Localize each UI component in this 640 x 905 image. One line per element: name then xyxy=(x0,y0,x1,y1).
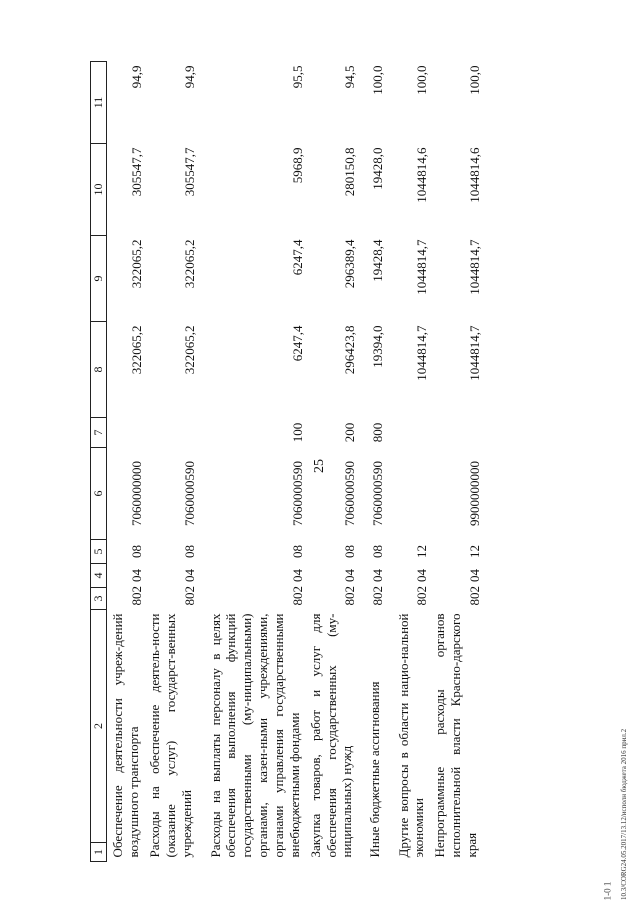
col-9-cell: 322065,2 xyxy=(129,239,145,289)
col-11-cell: 94,9 xyxy=(129,65,145,89)
col-4-cell: 04 xyxy=(370,569,386,582)
header-cell-5: 5 xyxy=(91,540,107,564)
col-11-cell: 94,9 xyxy=(181,65,197,89)
header-cell-3: 3 xyxy=(91,588,107,610)
document-footer: 10.3/CORG24.05.2017/13.12/исполн бюджета 2016 прил.2 xyxy=(620,728,628,900)
row-name: Непрограммные расходы органов исполнительной власти Красно-дарского края xyxy=(432,613,479,858)
col-10-cell: 305547,7 xyxy=(129,147,145,197)
col-7-cell xyxy=(387,418,431,448)
col-6-cell: 7060000590 xyxy=(370,461,386,526)
col-4-cell: 04 xyxy=(289,569,305,582)
col-7-cell: 100 xyxy=(289,422,305,443)
col-5-cell: 12 xyxy=(467,545,482,558)
col-3-cell: 802 xyxy=(370,586,386,606)
col-8-cell: 19394,0 xyxy=(370,325,386,368)
col-5-cell: 08 xyxy=(370,545,386,558)
col-10-cell: 280150,8 xyxy=(342,147,358,197)
col-6-cell: 7060000590 xyxy=(342,461,358,526)
col-9-cell: 322065,2 xyxy=(181,239,197,289)
row-name: Обеспечение деятельности учреж-дений воздушного транспорта xyxy=(110,613,142,858)
col-7-cell xyxy=(106,418,146,448)
row-name: Иные бюджетные ассигнования xyxy=(367,681,383,858)
table-row xyxy=(199,62,307,862)
col-8-cell: 6247,4 xyxy=(289,325,305,362)
col-8-cell: 1044814,7 xyxy=(414,325,430,381)
col-10-cell: 1044814,6 xyxy=(467,147,482,203)
header-cell-1-2 xyxy=(91,610,107,862)
col-5-cell: 08 xyxy=(289,545,305,558)
col-9-cell: 1044814,7 xyxy=(467,239,482,295)
page-number: 25 xyxy=(312,459,327,473)
col-6-cell xyxy=(387,448,431,540)
col-5-cell: 12 xyxy=(414,545,430,558)
header-cell-1: 1 xyxy=(91,842,106,861)
table-row xyxy=(431,62,484,862)
row-name: Другие вопросы в области нацио-нальной экономики xyxy=(395,613,427,858)
col-8-cell: 322065,2 xyxy=(129,325,145,375)
col-8-cell: 1044814,7 xyxy=(467,325,482,381)
col-4-cell: 04 xyxy=(181,569,197,582)
row-name: Расходы на обеспечение деятель-ности (оказание услуг) государст-венных учреждений xyxy=(147,613,194,858)
col-7-cell xyxy=(146,418,199,448)
col-4-cell: 04 xyxy=(414,569,430,582)
col-5-cell: 08 xyxy=(181,545,197,558)
col-9-cell: 1044814,7 xyxy=(414,239,430,295)
col-11-cell: 94,5 xyxy=(342,65,358,89)
col-6-cell: 7060000000 xyxy=(129,461,145,526)
col-4-cell: 04 xyxy=(129,569,145,582)
col-3-cell: 802 xyxy=(414,586,430,606)
col-11-cell: 100,0 xyxy=(467,65,482,95)
col-6-cell: 7060000590 xyxy=(181,461,197,526)
table-row xyxy=(307,62,360,862)
col-3-cell: 802 xyxy=(467,586,482,606)
col-6-cell: 9900000000 xyxy=(467,461,482,526)
col-7-cell xyxy=(431,418,484,448)
col-10-cell: 5968,9 xyxy=(289,147,305,184)
header-row xyxy=(91,62,107,862)
table-row xyxy=(359,62,387,862)
col-9-cell: 19428,4 xyxy=(370,239,386,282)
row-name: Закупка товаров, работ и услуг для обеспечения государственных (му-ниципальных) нужд xyxy=(307,613,355,858)
header-cell-6: 6 xyxy=(91,448,107,540)
col-9-cell: 6247,4 xyxy=(289,239,305,276)
col-5-cell: 08 xyxy=(342,545,358,558)
header-cell-8: 8 xyxy=(91,322,107,418)
col-5-cell: 08 xyxy=(129,545,145,558)
col-3-cell: 802 xyxy=(129,586,145,606)
margin-mark: 1-0 1 xyxy=(602,881,613,901)
col-9-cell: 296389,4 xyxy=(342,239,358,289)
col-11-cell: 95,5 xyxy=(289,65,305,89)
row-name: Расходы на выплаты персоналу в целях обеспечения выполнения функций государственными (му-ниципальными) органами, казен-ными учреждениями, органами управления государственными внебюджетными фондами xyxy=(207,613,302,858)
col-10-cell: 305547,7 xyxy=(181,147,197,197)
header-cell-9: 9 xyxy=(91,236,107,322)
col-4-cell: 04 xyxy=(342,569,358,582)
col-8-cell: 296423,8 xyxy=(342,325,358,375)
col-7-cell: 800 xyxy=(370,422,386,443)
header-cell-7: 7 xyxy=(91,418,107,448)
table-row xyxy=(106,62,146,862)
header-cell-2: 2 xyxy=(91,723,105,729)
col-8-cell: 322065,2 xyxy=(181,325,197,375)
col-11-cell: 100,0 xyxy=(414,65,430,95)
col-11-cell: 100,0 xyxy=(370,65,386,95)
col-10-cell: 1044814,6 xyxy=(414,147,430,203)
table-row xyxy=(387,62,431,862)
col-3-cell: 802 xyxy=(181,586,197,606)
budget-table-page xyxy=(90,62,630,862)
budget-table xyxy=(90,61,484,862)
col-3-cell: 802 xyxy=(289,586,305,606)
header-cell-4: 4 xyxy=(91,564,107,588)
header-cell-11: 11 xyxy=(91,62,107,144)
col-10-cell: 19428,0 xyxy=(370,147,386,190)
col-3-cell: 802 xyxy=(342,586,358,606)
col-6-cell: 7060000590 xyxy=(289,461,305,526)
col-4-cell: 04 xyxy=(467,569,482,582)
table-row xyxy=(146,62,199,862)
header-cell-10: 10 xyxy=(91,144,107,236)
col-7-cell: 200 xyxy=(342,422,358,443)
